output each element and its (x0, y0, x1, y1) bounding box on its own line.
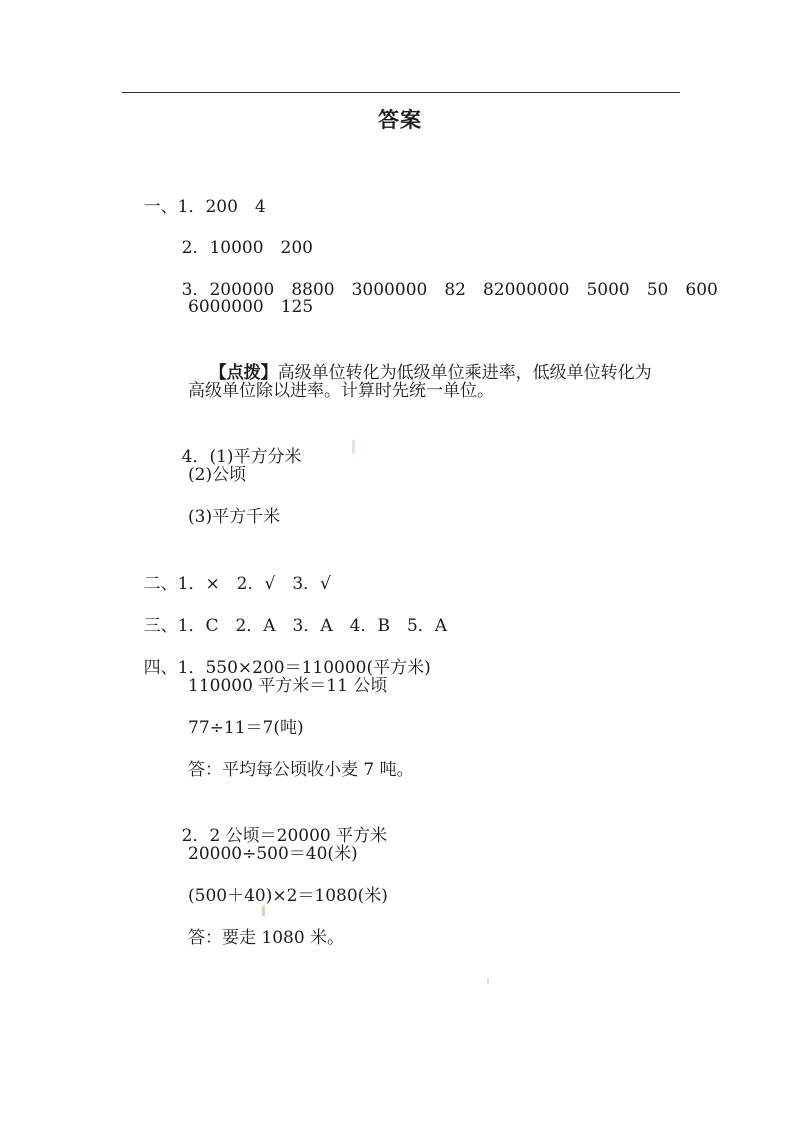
section-1-q3-answer-line-2: 6000000 125 (188, 297, 314, 317)
tip-text-line-1: 高级单位转化为低级单位乘进率，低级单位转化为 (277, 363, 652, 383)
section-3-answers: 1．C 2．A 3．A 4．B 5．A (177, 616, 448, 636)
section-1-q2-prefix: 2． (181, 238, 210, 258)
section-1-q1-answer: 200 4 (205, 197, 266, 217)
scan-speck (262, 906, 265, 916)
section-1-q4-prefix: 4． (181, 447, 210, 467)
section-1-q1-prefix: 一、1． (143, 197, 206, 217)
section-4-p2-line-2: 20000÷500＝40(米) (188, 844, 358, 864)
section-1-q4-answer-2: (2)公顷 (188, 465, 247, 485)
section-4-p2-line-3: (500＋40)×2＝1080(米) (188, 886, 388, 906)
section-4-p2-answer: 答：要走 1080 米。 (188, 928, 345, 948)
section-2-prefix: 二、 (143, 574, 178, 594)
section-1-q2-answer: 10000 200 (209, 238, 313, 258)
section-3-prefix: 三、 (143, 616, 178, 636)
section-4-p1-answer: 答：平均每公顷收小麦 7 吨。 (188, 760, 414, 780)
tip-text-line-2: 高级单位除以进率。计算时先统一单位。 (188, 381, 494, 401)
section-4-prefix: 四、1． (143, 658, 206, 678)
section-1-q3-prefix: 3． (181, 280, 210, 300)
section-4-p1-line-3: 77÷11＝7(吨) (188, 718, 304, 738)
scan-speck (352, 440, 355, 454)
tip-label: 【点拨】 (209, 363, 278, 383)
section-4-p1-line-1: 550×200＝110000(平方米) (205, 658, 431, 678)
page-title: 答案 (378, 108, 422, 132)
section-1-q4-answer-1: (1)平方分米 (209, 447, 302, 467)
top-rule (122, 92, 680, 93)
section-2-answers: 1．× 2．√ 3．√ (177, 574, 331, 594)
section-4-p2-line-1: 2 公顷＝20000 平方米 (209, 826, 388, 846)
section-1-q4-answer-3: (3)平方千米 (188, 507, 281, 527)
section-1-q3-answer-line-1: 200000 8800 3000000 82 82000000 5000 50 600 (209, 280, 718, 300)
section-4-p2-prefix: 2． (181, 826, 210, 846)
section-4-p1-line-2: 110000 平方米＝11 公顷 (188, 676, 388, 696)
scan-speck (487, 978, 489, 984)
